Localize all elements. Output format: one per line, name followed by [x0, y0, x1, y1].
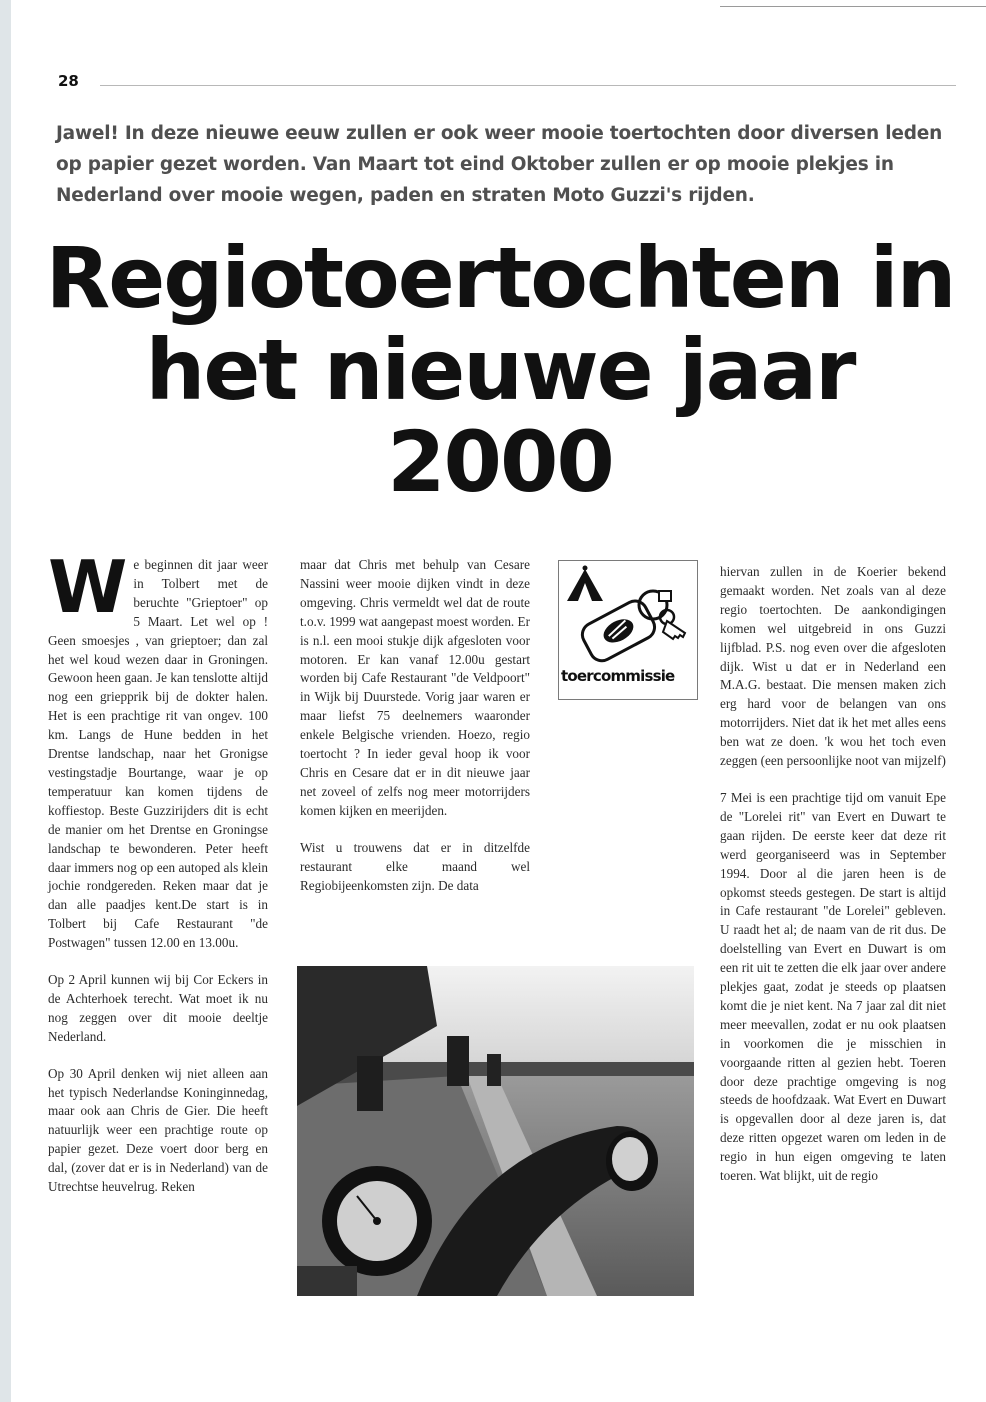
- paragraph: 7 Mei is een prachtige tijd om vanuit Epe de "Lorelei rit" van Evert en Duwart te gaan rijden. De eerste keer dat deze rit werd georganiseerd was in September 1994. Door al die jaren heen is de opkomst steeds gestegen. De start is altijd in Cafe restaurant "de Lorelei" gebleven. U raadt het al; de naam van de rit dus. De doelstelling van Evert en Duwart is om een rit uit te zetten die elk jaar over andere plekjes gaat, zodat je steeds op plaatsen komt die je niet kent. Na 7 jaar zal dit niet meer meevallen, zodat er nu ook plaatsen in voorkomen die je misschien in voorgaande ritten al gezien hebt. Toeren door deze prachtige omgeving is nog steeds de hoofdzaak. Wat Evert en Duwart is opgevallen door al deze jaren is, dat deze ritten opgezet waren om leden in de regio in hun eigen omgeving te laten toeren. Wat blijkt, uit de regio: [720, 789, 946, 1184]
- logo-label: toercommissie: [561, 667, 675, 685]
- toercommissie-logo: [558, 560, 698, 700]
- paragraph: maar dat Chris met behulp van Cesare Nassini weer mooie dijken vindt in deze omgeving. Chris vermeldt wel dat de route t.o.v. 1999 wat aangepast moest worden. Er is n.l. een mooi stukje dijk afgesloten voor motoren. Er kan vanaf 12.00u gestart worden bij Cafe Restaurant "de Veldpoort" in Wijk bij Duurstede. Vorig jaar waren er maar liefst 75 deelnemers waaronder enkele Belgische vrienden. Hoezo, regio toertocht ? In ieder geval hoop ik voor Chris en Cesare dat er in dit nieuwe jaar net zoveel of zelfs nog meer motorrijders komen kijken en meerijden.: [300, 557, 530, 818]
- article-column-1: [48, 545, 268, 1197]
- paragraph: [48, 545, 268, 953]
- top-edge-rule: [720, 6, 986, 7]
- headline-line-3: 2000: [387, 413, 613, 511]
- tent-and-keyring-icon: [563, 565, 693, 669]
- header-rule: [100, 85, 956, 86]
- paragraph: Op 30 April denken wij niet alleen aan het typisch Nederlandse Koninginnedag, maar ook aan Chris de Gier. Die heeft natuurlijk weer een prachtige route op papier gezet. Deze voert door berg en dal, (zover dat er is in Nederland) van de Utrechtse heuvelrug. Reken: [48, 1065, 268, 1195]
- headline-line-1: Regiotoertochten in: [45, 229, 955, 327]
- article-column-2: [300, 556, 530, 895]
- photo-image: [297, 966, 694, 1296]
- paragraph-text: e beginnen dit jaar weer in Tolbert met de beruchte "Grieptoer" op 5 Maart. Let wel op ! Geen smoesjes , van grieptoer; dan zal het wel koud wezen daar in Groningen. Gewoon heen gaan. Je kan tenslotte altijd nog een griepprik bij de dokter halen. Het is een prachtige rit van ongev. 100 km. Langs de Hune bedden in het Drentse landschap, naar het Gronigse vestingstadje Bourtange, waar je op temperatuur kan komen tijdens de koffiestop. Beste Guzzirijders dit is echt de manier om het Drentse en Groningse landschap te bewonderen. Peter heeft daar immers nog op een autoped als klein jochie rondgereden. Reken maar dat je dan alle paadjes kent.De start is in Tolbert bij Cafe Restaurant "de Postwagen" tussen 12.00 en 13.00u.: [48, 557, 268, 951]
- article-headline: [40, 229, 960, 511]
- paragraph: Op 2 April kunnen wij bij Cor Eckers in de Achterhoek terecht. Wat moet ik nu nog zeggen over dit mooie deeltje Nederland.: [48, 972, 268, 1044]
- page-edge-strip: [0, 0, 11, 1402]
- headline-line-2: het nieuwe jaar: [145, 321, 855, 419]
- intro-paragraph: Jawel! In deze nieuwe eeuw zullen er ook weer mooie toertochten door diversen leden op papier gezet worden. Van Maart tot eind Oktober zullen er op mooie plekjes in Nederland over mooie wegen, paden en straten Moto Guzzi's rijden.: [56, 123, 943, 206]
- article-column-3: [720, 563, 946, 1186]
- paragraph: hiervan zullen in de Koerier bekend gemaakt worden. Net zoals van al deze regio toertochten. De aankondigingen komen wel uitgebreid in ons Guzzi lijfblad. P.S. nog even over die afgesloten dijk. Wist u dat er in Nederland een M.A.G. bestaat. Die mensen maken zich erg hard voor de belangen van ons motorrijders. Niet dat ik het met alles eens ben wat ze doen. 'k wou het toch even zeggen (een persoonlijke noot van mijzelf): [720, 564, 946, 769]
- page-number: 28: [58, 72, 79, 90]
- drop-cap: W: [48, 545, 128, 629]
- motorcycle-road-photo: [297, 966, 694, 1296]
- paragraph: Wist u trouwens dat er in ditzelfde restaurant elke maand wel Regiobijeenkomsten zijn. De data: [300, 839, 530, 893]
